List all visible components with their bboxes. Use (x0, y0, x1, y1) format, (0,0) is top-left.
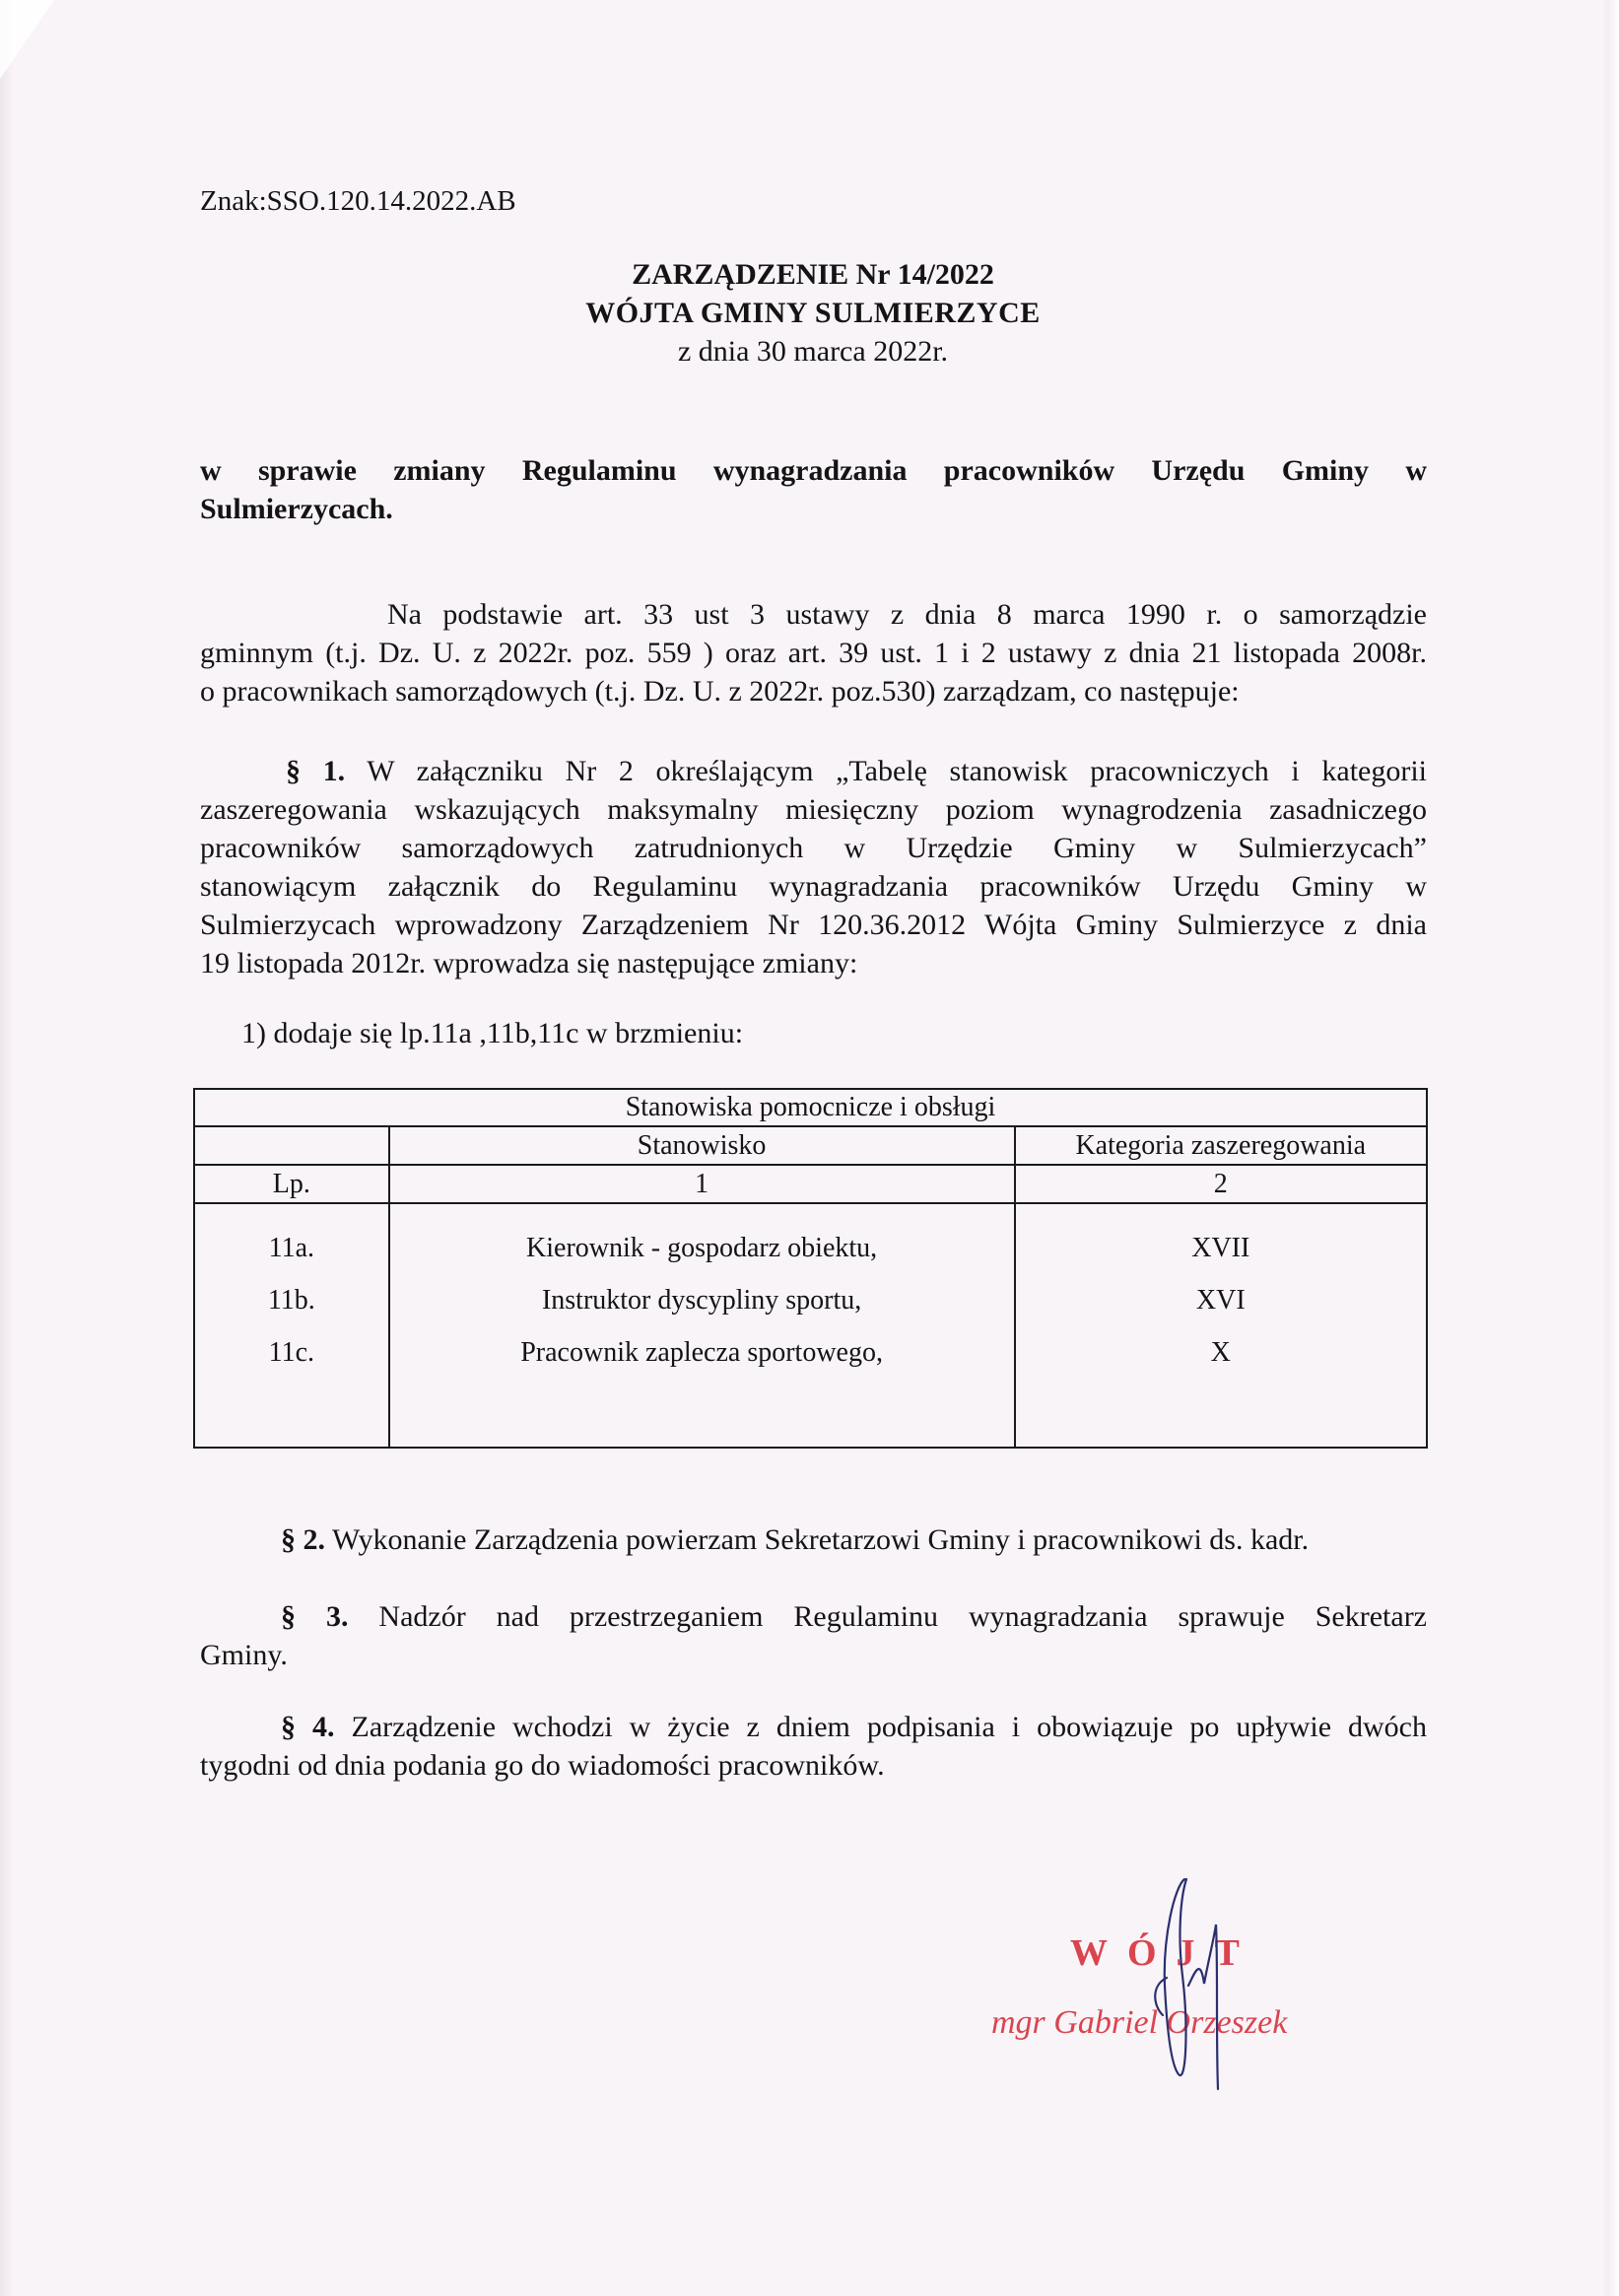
table-header-position-number: 1 (389, 1165, 1015, 1203)
section-4-text: Zarządzenie wchodzi w życie z dniem podpisania i obowiązuje po upływie dwóch (334, 1711, 1427, 1743)
legal-basis-line: o pracownikach samorządowych (t.j. Dz. U. z 2022r. poz.530) zarządzam, co następuje: (200, 675, 1240, 708)
section-2-mark: § 2. (281, 1523, 325, 1556)
table-cell-position: Kierownik - gospodarz obiektu, (526, 1233, 878, 1263)
section-3-line (200, 1597, 1427, 1636)
table-cell-lp: 11c. (268, 1337, 315, 1368)
section-1-item-1: 1) dodaje się lp.11a ,11b,11c w brzmieniu: (241, 1017, 744, 1049)
table-group-header: Stanowiska pomocnicze i obsługi (194, 1089, 1427, 1126)
section-1-line: stanowiącym załącznik do Regulaminu wynagradzania pracowników Urzędu Gminy w (200, 870, 1427, 903)
subject-line-2: Sulmierzycach. (200, 493, 393, 525)
section-2-text: Wykonanie Zarządzenia powierzam Sekretarzowi Gminy i pracownikowi ds. kadr. (325, 1523, 1310, 1556)
table-header-empty (194, 1126, 389, 1165)
table-lp-column (194, 1203, 389, 1448)
document-subject (200, 451, 1427, 528)
subject-line-1: w sprawie zmiany Regulaminu wynagradzania pracowników Urzędu Gminy w (200, 454, 1427, 487)
section-3-text: Nadzór nad przestrzeganiem Regulaminu wynagradzania sprawuje Sekretarz (348, 1600, 1427, 1633)
legal-basis-paragraph (200, 595, 1427, 710)
table-cell-category: XVI (1195, 1285, 1246, 1316)
positions-table (193, 1088, 1428, 1449)
section-1-line: Sulmierzycach wprowadzony Zarządzeniem Nr 120.36.2012 Wójta Gminy Sulmierzyce z dnia (200, 909, 1427, 941)
section-4-line: tygodni od dnia podania go do wiadomości pracowników. (200, 1749, 885, 1782)
document-date: z dnia 30 marca 2022r. (677, 335, 949, 368)
table-cell-position: Pracownik zaplecza sportowego, (520, 1337, 883, 1368)
handwritten-signature-icon (1123, 1867, 1242, 2094)
table-cell-lp: 11b. (267, 1285, 315, 1316)
table-header-position: Stanowisko (389, 1126, 1015, 1165)
section-1-line (200, 752, 1427, 790)
paper-corner-fold (0, 0, 54, 79)
section-4-paragraph (200, 1708, 1427, 1785)
table-position-column (389, 1203, 1015, 1448)
section-3-paragraph (200, 1597, 1427, 1674)
stamp-title: WÓJT (1070, 1932, 1259, 1974)
table-cell-position: Instruktor dyscypliny sportu, (541, 1285, 862, 1316)
section-3-line: Gminy. (200, 1639, 288, 1671)
table-category-column (1015, 1203, 1427, 1448)
section-1-line: 19 listopada 2012r. wprowadza się następujące zmiany: (200, 947, 858, 979)
section-1-line: pracowników samorządowych zatrudnionych w Urzędzie Gminy w Sulmierzycach” (200, 832, 1427, 864)
document-title: ZARZĄDZENIE Nr 14/2022 (632, 258, 994, 291)
section-1-mark: § 1. (286, 755, 346, 787)
section-1-paragraph (200, 752, 1427, 982)
table-header-category: Kategoria zaszeregowania (1015, 1126, 1427, 1165)
table-header-category-number: 2 (1015, 1165, 1427, 1203)
section-1-text: W załączniku Nr 2 określającym „Tabelę stanowisk pracowniczych i kategorii (345, 755, 1428, 787)
table-header-lp: Lp. (194, 1165, 389, 1203)
table-cell-category: X (1210, 1337, 1231, 1368)
table-cell-lp: 11a. (268, 1233, 315, 1263)
section-4-mark: § 4. (281, 1711, 335, 1743)
legal-basis-line: gminnym (t.j. Dz. U. z 2022r. poz. 559 ) oraz art. 39 ust. 1 i 2 ustawy z dnia 21 listopada 2008r. (200, 637, 1427, 669)
section-4-line (200, 1708, 1427, 1746)
table-cell-category: XVII (1191, 1233, 1250, 1263)
section-2-paragraph (281, 1523, 1309, 1557)
section-1-line: zaszeregowania wskazujących maksymalny miesięczny poziom wynagrodzenia zasadniczego (200, 793, 1427, 826)
table-row (194, 1203, 1427, 1448)
stamp-name: mgr Gabriel Orzeszek (991, 2004, 1288, 2041)
section-3-mark: § 3. (281, 1600, 349, 1633)
document-issuer: WÓJTA GMINY SULMIERZYCE (585, 297, 1041, 329)
document-reference: Znak:SSO.120.14.2022.AB (200, 185, 516, 217)
legal-basis-line: Na podstawie art. 33 ust 3 ustawy z dnia 8 marca 1990 r. o samorządzie (387, 598, 1427, 631)
